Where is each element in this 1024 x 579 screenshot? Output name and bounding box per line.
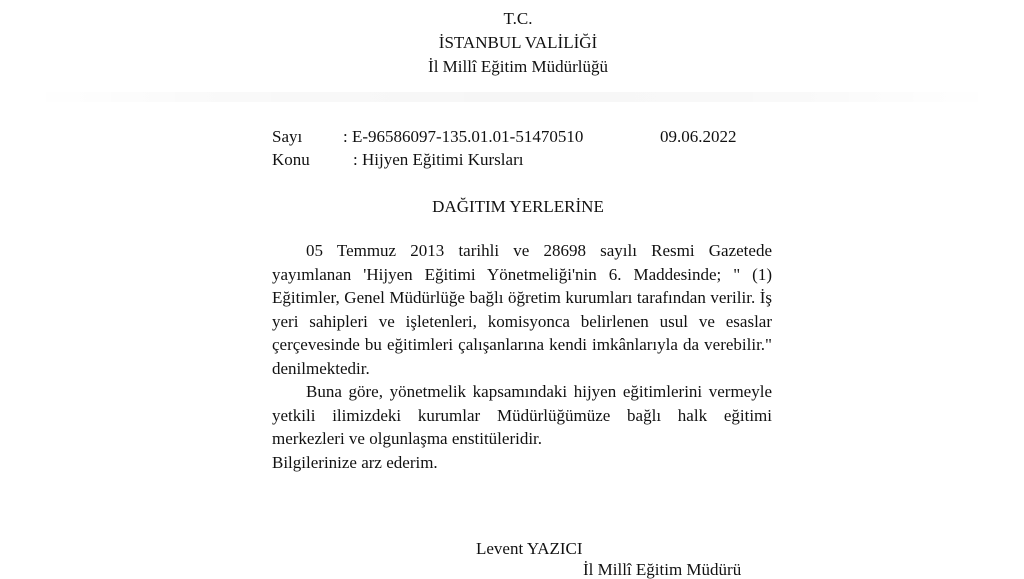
- scan-shadow-band: [30, 92, 994, 102]
- signatory-name: Levent YAZICI: [476, 539, 583, 558]
- header-governorship: İSTANBUL VALİLİĞİ: [438, 33, 598, 52]
- header-directorate: İl Millî Eğitim Müdürlüğü: [428, 57, 608, 76]
- konu-label: Konu: [272, 150, 310, 169]
- paragraph-2: [272, 380, 772, 451]
- header-tc: T.C.: [503, 9, 533, 28]
- signatory-title: İl Millî Eğitim Müdürü: [583, 560, 742, 579]
- letter-body: [272, 239, 772, 474]
- document-date: 09.06.2022: [660, 127, 737, 146]
- closing-text: Bilgilerinize arz ederim.: [272, 452, 438, 472]
- paragraph-1-text: 05 Temmuz 2013 tarihli ve 28698 sayılı Resmi Gazetede yayımlanan 'Hijyen Eğitimi Yönetmeliği'nin 6. Maddesinde; " (1) Eğitimler, Genel Müdürlüğe bağlı öğretim kurumları tarafından verilir. İş yeri sahipleri ve işletenleri, komisyonca belirlenen usul ve esaslar çerçevesinde bu eğitimleri çalışanlarına kendi imkânlarıyla da verebilir." denilmektedir.: [272, 241, 772, 378]
- sayi-value: : E-96586097-135.01.01-51470510: [343, 127, 584, 146]
- sayi-label: Sayı: [272, 127, 303, 146]
- paragraph-1: [272, 239, 772, 380]
- konu-value: : Hijyen Eğitimi Kursları: [353, 150, 524, 169]
- closing-line: [272, 451, 772, 475]
- paragraph-2-text: Buna göre, yönetmelik kapsamındaki hijyen eğitimlerini vermeyle yetkili ilimizdeki kurumlar Müdürlüğümüze bağlı halk eğitimi merkezleri ve olgunlaşma enstitüleridir.: [272, 382, 772, 448]
- recipient-heading: DAĞITIM YERLERİNE: [432, 197, 604, 216]
